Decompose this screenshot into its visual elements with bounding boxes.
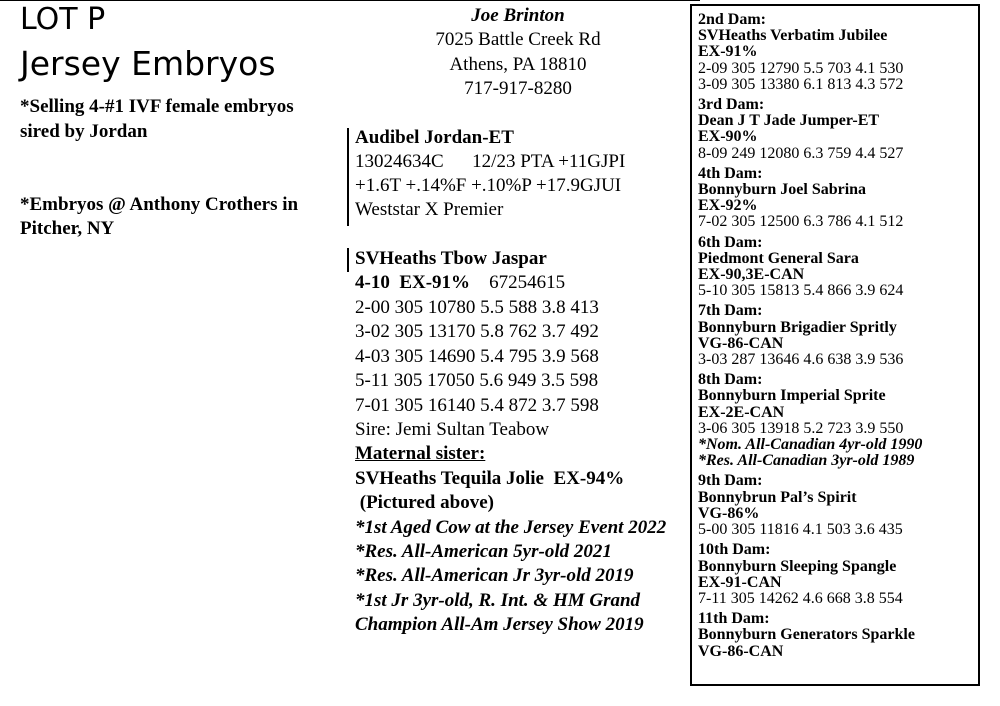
- pedigree-dam-class: EX-90,3E-CAN: [698, 266, 805, 284]
- seller-phone: 717-917-8280: [464, 78, 572, 99]
- pedigree-dam-class: EX-90%: [698, 128, 758, 146]
- pedigree-record: 8-09 249 12080 6.3 759 4.4 527: [698, 144, 904, 162]
- lot-note-1b: sired by Jordan: [20, 121, 148, 142]
- honor-line: *Res. All-American Jr 3yr-old 2019: [355, 565, 634, 587]
- pedigree-dam-name: Dean J T Jade Jumper-ET: [698, 112, 880, 130]
- sire-line-3: Weststar X Premier: [355, 199, 504, 220]
- dam-name: SVHeaths Tbow Jaspar: [355, 248, 547, 269]
- pedigree-dam-name: Bonnyburn Imperial Sprite: [698, 387, 886, 405]
- pedigree-record: 7-11 305 14262 4.6 668 3.8 554: [698, 589, 903, 607]
- pedigree-record: 5-10 305 15813 5.4 866 3.9 624: [698, 282, 904, 300]
- pedigree-record: 7-02 305 12500 6.3 786 4.1 512: [698, 213, 904, 231]
- lot-note-1a: *Selling 4-#1 IVF female embryos: [20, 96, 294, 117]
- seller-street: 7025 Battle Creek Rd: [435, 29, 601, 50]
- pedigree-entry: [698, 235, 922, 300]
- pedigree-dam-label: 4th Dam:: [698, 164, 763, 182]
- pedigree-dam-name: Bonnyburn Brigadier Spritly: [698, 318, 897, 336]
- pedigree-entry: [698, 372, 922, 469]
- pedigree-dam-class: EX-91%: [698, 43, 758, 61]
- sire-line-1: 13024634C 12/23 PTA +11GJPI: [355, 151, 626, 172]
- honor-line: *1st Jr 3yr-old, R. Int. & HM Grand: [355, 589, 641, 611]
- pedigree-record: 3-09 305 13380 6.1 813 4.3 572: [698, 75, 904, 93]
- pedigree-dam-name: Bonnyburn Generators Sparkle: [698, 626, 915, 644]
- maternal-sister-heading: Maternal sister:: [355, 443, 486, 465]
- pedigree-dam-name: SVHeaths Verbatim Jubilee: [698, 27, 888, 45]
- lot-title: LOT P: [20, 2, 106, 37]
- pedigree-entry: [698, 473, 922, 538]
- pedigree-dam-name: Piedmont General Sara: [698, 249, 859, 267]
- seller-city: Athens, PA 18810: [449, 54, 587, 75]
- seller-name: Joe Brinton: [471, 5, 565, 26]
- dam-record: 5-11 305 17050 5.6 949 3.5 598: [355, 370, 599, 392]
- sire-bracket: [347, 128, 349, 226]
- pedigree-dam-label: 10th Dam:: [698, 541, 771, 559]
- dam-class-line: [355, 272, 565, 294]
- dam-record: 2-00 305 10780 5.5 588 3.8 413: [355, 297, 599, 318]
- pedigree-record: 3-03 287 13646 4.6 638 3.9 536: [698, 351, 904, 369]
- dam-record: 3-02 305 13170 5.8 762 3.7 492: [355, 321, 599, 343]
- pedigree-dam-label: 2nd Dam:: [698, 11, 767, 28]
- lot-subtitle: Jersey Embryos: [20, 44, 276, 83]
- pedigree-dam-label: 7th Dam:: [698, 302, 763, 320]
- lot-note-2b: Pitcher, NY: [20, 218, 115, 239]
- dam-record: 4-03 305 14690 5.4 795 3.9 568: [355, 345, 599, 367]
- pedigree-dam-class: VG-86-CAN: [698, 334, 784, 352]
- pedigree-list: [698, 12, 922, 660]
- pedigree-dam-class: EX-92%: [698, 197, 758, 215]
- dam-reg: 67254615: [489, 272, 566, 293]
- top-rule: [0, 0, 700, 1]
- honor-line: *Res. All-American 5yr-old 2021: [355, 541, 612, 563]
- maternal-sister-name: SVHeaths Tequila Jolie EX-94%: [355, 467, 625, 489]
- pedigree-record: 5-00 305 11816 4.1 503 3.6 435: [698, 521, 903, 539]
- pedigree-dam-name: Bonnybrun Pal’s Spirit: [698, 488, 857, 506]
- pedigree-entry: [698, 97, 922, 162]
- pedigree-note: *Res. All-Canadian 3yr-old 1989: [698, 452, 915, 470]
- pedigree-dam-label: 3rd Dam:: [698, 96, 765, 114]
- pedigree-dam-name: Bonnyburn Joel Sabrina: [698, 181, 867, 199]
- pedigree-entry: [698, 303, 922, 368]
- pedigree-box: [690, 4, 980, 686]
- pedigree-dam-label: 6th Dam:: [698, 233, 763, 251]
- sire-name: Audibel Jordan-ET: [355, 127, 514, 148]
- pedigree-dam-label: 11th Dam:: [698, 610, 770, 628]
- dam-bracket: [347, 248, 349, 272]
- pedigree-entry: [698, 12, 922, 93]
- lot-note-2a: *Embryos @ Anthony Crothers in: [20, 194, 299, 215]
- pedigree-note: *Nom. All-Canadian 4yr-old 1990: [698, 436, 923, 454]
- pedigree-record: 2-09 305 12790 5.5 703 4.1 530: [698, 59, 904, 77]
- honor-line: Champion All-Am Jersey Show 2019: [355, 614, 644, 636]
- dam-record: 7-01 305 16140 5.4 872 3.7 598: [355, 394, 599, 416]
- honor-line: *1st Aged Cow at the Jersey Event 2022: [355, 516, 667, 538]
- pedigree-dam-class: EX-2E-CAN: [698, 403, 785, 421]
- pedigree-dam-class: VG-86-CAN: [698, 642, 784, 660]
- pedigree-dam-class: VG-86%: [698, 504, 760, 522]
- pedigree-record: 3-06 305 13918 5.2 723 3.9 550: [698, 419, 904, 437]
- pedigree-entry: [698, 611, 922, 660]
- pedigree-dam-class: EX-91-CAN: [698, 573, 782, 591]
- dam-class: 4-10 EX-91%: [355, 272, 471, 293]
- pedigree-entry: [698, 542, 922, 607]
- sire-line-2: +1.6T +.14%F +.10%P +17.9GJUI: [355, 175, 622, 196]
- pedigree-dam-label: 8th Dam:: [698, 371, 763, 389]
- dam-records: [355, 296, 666, 638]
- maternal-sister-pictured: (Pictured above): [355, 492, 494, 514]
- pedigree-dam-label: 9th Dam:: [698, 472, 763, 490]
- pedigree-dam-name: Bonnyburn Sleeping Spangle: [698, 557, 897, 575]
- pedigree-entry: [698, 166, 922, 231]
- dam-sire: Sire: Jemi Sultan Teabow: [355, 419, 550, 441]
